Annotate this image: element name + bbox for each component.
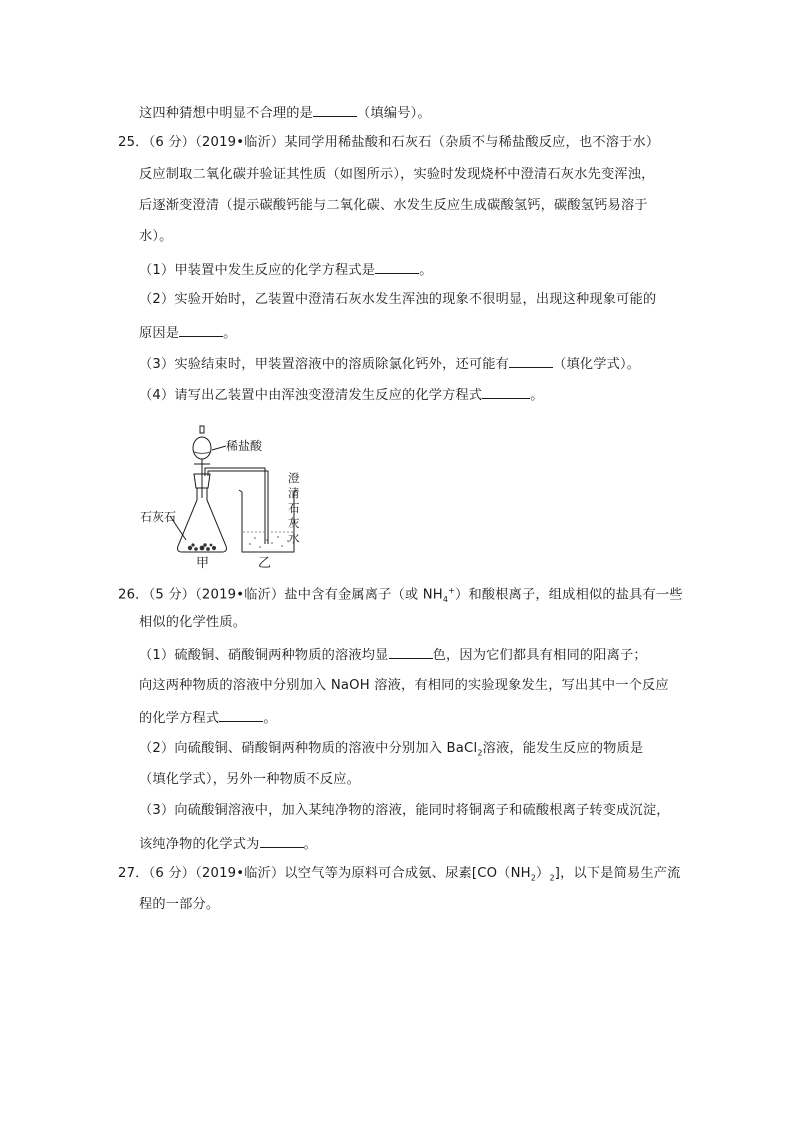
answer-blank[interactable] [313, 103, 357, 117]
apparatus-figure [130, 420, 320, 570]
label-water-3: 石 [288, 501, 300, 515]
answer-blank[interactable] [389, 645, 433, 659]
answer-blank[interactable] [509, 354, 553, 368]
q25-part-2-line-2: 原因是 。 [139, 323, 237, 343]
answer-blank[interactable] [179, 323, 223, 337]
label-yi: 乙 [258, 556, 272, 570]
label-water-5: 水 [288, 531, 300, 545]
label-water-1: 澄 [288, 471, 300, 485]
q26-part-1-line-2: 向这两种物质的溶液中分别加入 NaOH 溶液，有相同的实验现象发生，写出其中一个反应 [139, 678, 669, 693]
label-jia: 甲 [196, 556, 210, 570]
q26-part-3-line-1: （3）向硫酸铜溶液中，加入某纯净物的溶液，能同时将铜离子和硫酸根离子转变成沉淀， [139, 803, 670, 818]
question-source: （2019•临沂） [195, 587, 285, 603]
q25-part-1: （1）甲装置中发生反应的化学方程式是 。 [139, 260, 433, 280]
question-source: （2019•临沂） [195, 135, 285, 150]
label-acid: 稀盐酸 [226, 439, 263, 453]
q26-stem-line-1: 26．（5 分）（2019•临沂）盐中含有金属离子（或 $NH_4^+$）和酸根离子，组成相似的盐具有一些 [118, 586, 683, 605]
question-score: （6 分） [148, 135, 196, 150]
q26-part-1-line-1: （1）硫酸铜、硝酸铜两种物质的溶液均显 色，因为它们都具有相同的阳离子； [139, 645, 647, 665]
q26-stem-line-2: 相似的化学性质。 [139, 615, 247, 630]
q26-part-1-line-3: 的化学方程式 。 [139, 708, 277, 728]
q27-stem-line-1: 27．（6 分）（2019•临沂）以空气等为原料可合成氨、尿素$[CO(NH_2)_2]$，以下是简易生产流 [118, 866, 681, 883]
label-water-4: 灰 [288, 516, 300, 530]
label-stone: 石灰石 [140, 510, 177, 524]
acid-pointer [212, 446, 226, 450]
prev-question-tail: 这四种猜想中明显不合理的是 （填编号）。 [139, 103, 431, 123]
answer-blank[interactable] [375, 260, 419, 274]
q26-part-2-line-1: （2）向硫酸铜、硝酸铜两种物质的溶液中分别加入 BaCl$_2$溶液，能发生反应的物质是 [139, 741, 644, 758]
q25-part-4: （4）请写出乙装置中由浑浊变澄清发生反应的化学方程式 。 [139, 385, 544, 405]
q26-part-3-line-2: 该纯净物的化学式为 。 [139, 834, 317, 854]
question-number: 27． [118, 866, 149, 881]
answer-blank[interactable] [482, 385, 530, 399]
funnel-stopper [200, 426, 204, 433]
q27-stem-line-2: 程的一部分。 [139, 897, 220, 912]
funnel-bulb [193, 437, 211, 459]
q25-part-3: （3）实验结束时，甲装置溶液中的溶质除氯化钙外，还可能有 （填化学式）。 [139, 354, 640, 374]
q25-part-2-line-1: （2）实验开始时，乙装置中澄清石灰水发生浑浊的现象不很明显，出现这种现象可能的 [139, 292, 657, 307]
question-score: （6 分） [148, 866, 196, 881]
delivery-tube [205, 468, 265, 544]
label-water-2: 清 [288, 486, 300, 500]
q25-stem-line-1: 25．（6 分）（2019•临沂）某同学用稀盐酸和石灰石（杂质不与稀盐酸反应，也不溶于水） [118, 135, 660, 150]
q25-stem-line-2: 反应制取二氧化碳并验证其性质（如图所示），实验时发现烧杯中澄清石灰水先变浑浊， [139, 167, 655, 182]
answer-blank[interactable] [260, 834, 304, 848]
limestone-pieces [188, 543, 216, 551]
question-source: （2019•临沂） [195, 866, 285, 881]
q25-stem-line-4: 水）。 [139, 229, 173, 244]
answer-blank[interactable] [219, 708, 263, 722]
q26-part-2-line-2: （填化学式），另外一种物质不反应。 [139, 772, 360, 787]
q25-stem-line-3: 后逐渐变澄清（提示碳酸钙能与二氧化碳、水发生反应生成碳酸氢钙，碳酸氢钙易溶于 [139, 198, 648, 213]
question-number: 26． [118, 587, 149, 603]
question-number: 25． [118, 135, 149, 150]
question-score: （5 分） [148, 587, 196, 603]
